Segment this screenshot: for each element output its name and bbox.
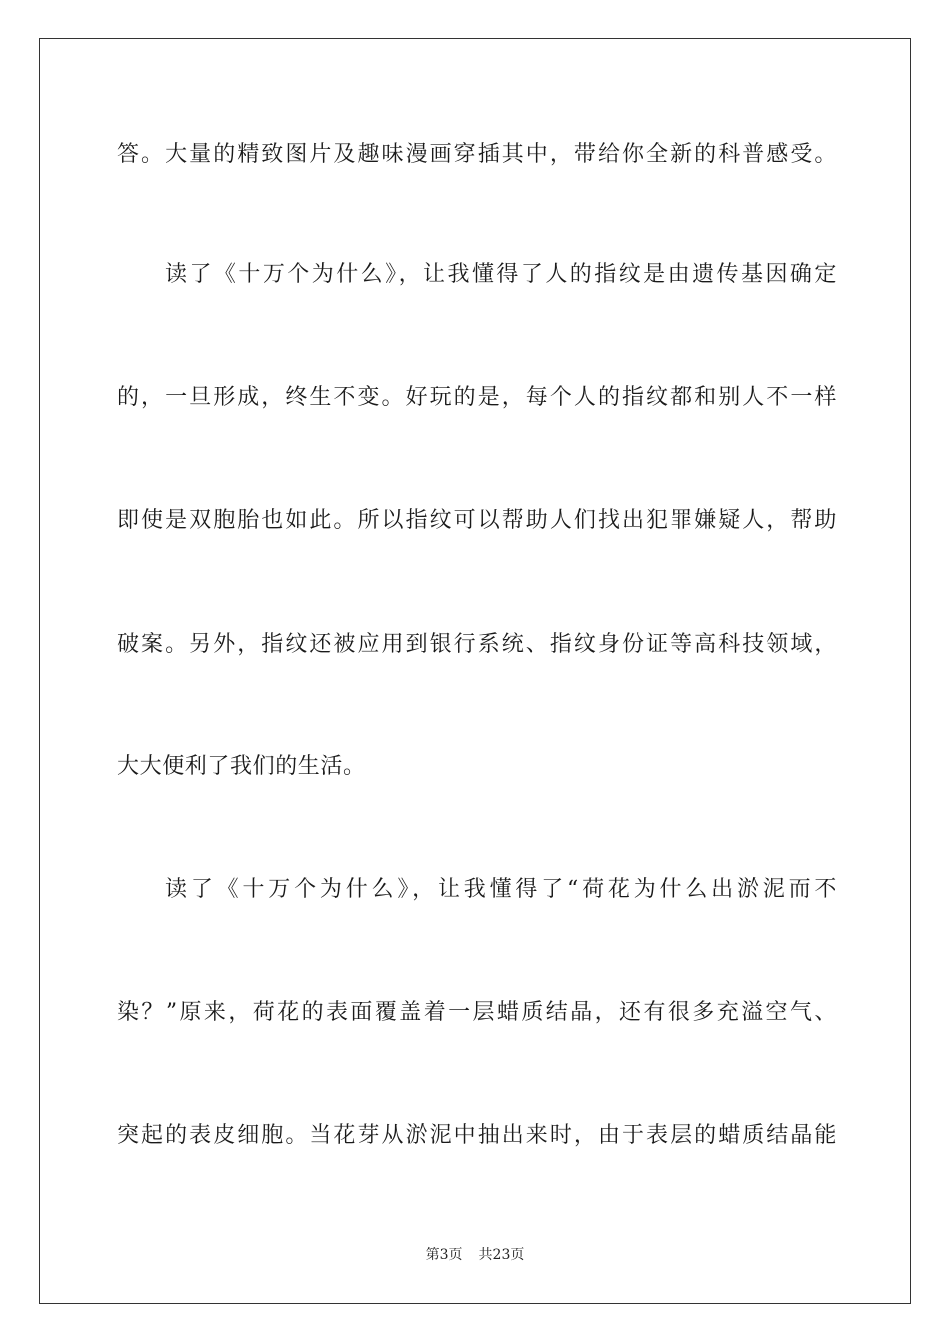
paragraph-line: 的，一旦形成，终生不变。好玩的是，每个人的指纹都和别人不一样 bbox=[117, 385, 837, 410]
paragraph-line: 即使是双胞胎也如此。所以指纹可以帮助人们找出犯罪嫌疑人，帮助 bbox=[117, 508, 837, 533]
page-number: 第3页 bbox=[425, 1247, 463, 1263]
page-total: 共23页 bbox=[478, 1247, 525, 1263]
paragraph-line: 突起的表皮细胞。当花芽从淤泥中抽出来时，由于表层的蜡质结晶能 bbox=[117, 1123, 837, 1148]
paragraph-line: 答。大量的精致图片及趣味漫画穿插其中，带给你全新的科普感受。 bbox=[117, 142, 837, 167]
page-border bbox=[39, 38, 911, 1304]
paragraph-line: 大大便利了我们的生活。 bbox=[117, 754, 366, 779]
paragraph-line: 破案。另外，指纹还被应用到银行系统、指纹身份证等高科技领域， bbox=[117, 632, 837, 657]
page-footer bbox=[0, 1245, 950, 1265]
paragraph-line: 读了《十万个为什么》，让我懂得了“荷花为什么出淤泥而不 bbox=[165, 877, 837, 902]
paragraph-line: 染？”原来，荷花的表面覆盖着一层蜡质结晶，还有很多充溢空气、 bbox=[117, 1000, 837, 1025]
paragraph-line: 读了《十万个为什么》，让我懂得了人的指纹是由遗传基因确定 bbox=[165, 262, 837, 287]
